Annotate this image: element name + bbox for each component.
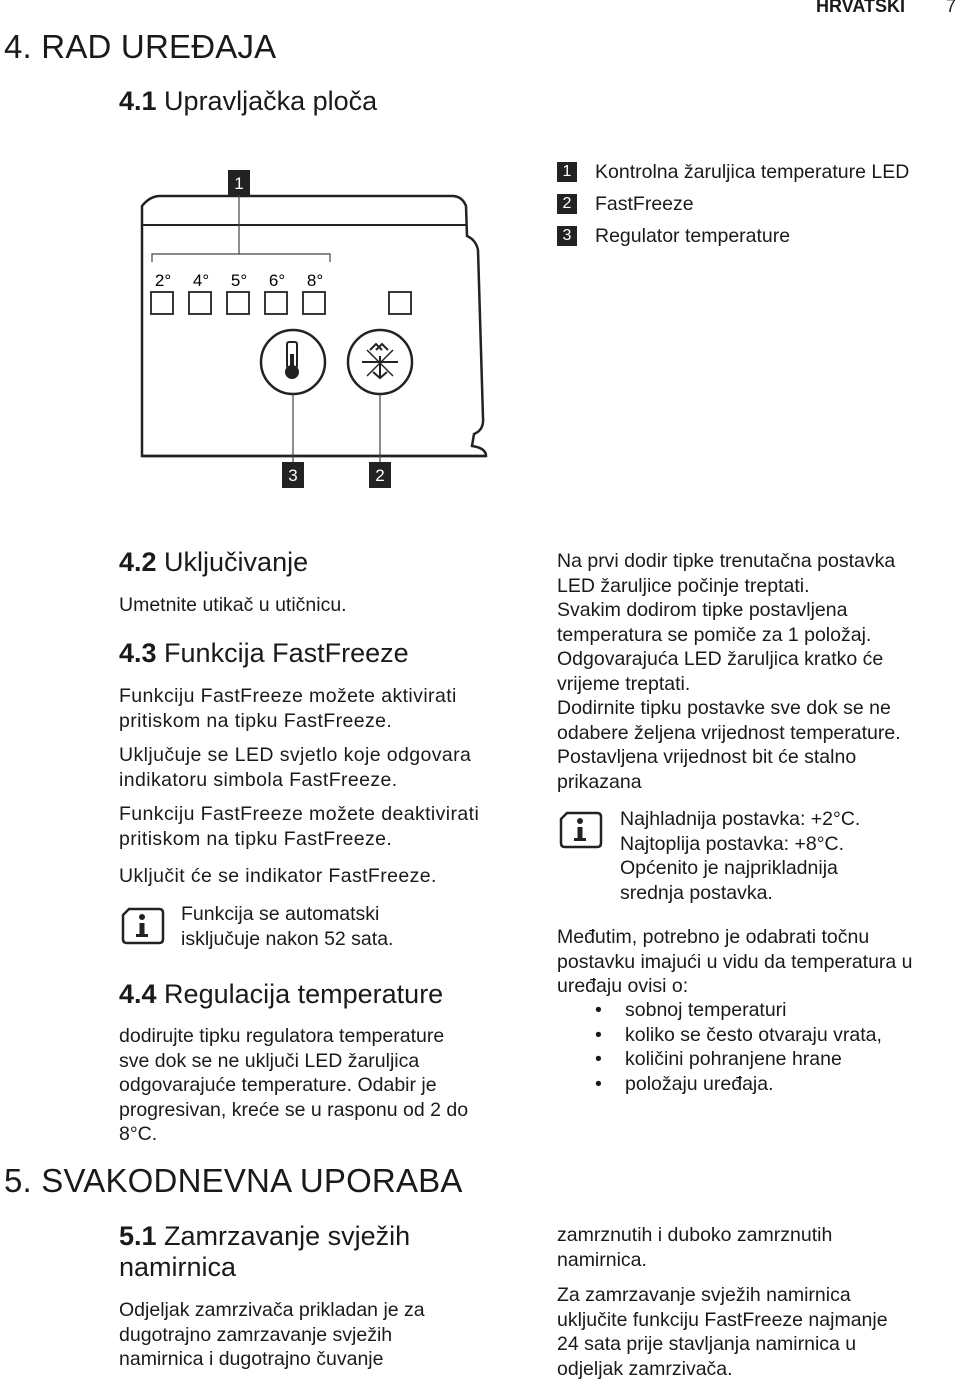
text-line: namirnica i dugotrajno čuvanje (119, 1348, 384, 1370)
heading-5-1-title: Zamrzavanje svježih (156, 1221, 411, 1251)
temp-label-4: 4° (192, 271, 210, 290)
plug-in-text: Umetnite utikač u utičnicu. (119, 594, 347, 616)
text-line: postavku imajući u vidu da temperatura u (557, 950, 913, 973)
text-line: 24 sata prije stavljanja namirnica u (557, 1333, 857, 1355)
led-5 (227, 292, 249, 314)
info-icon (121, 906, 165, 946)
text-line: 8°C. (119, 1123, 158, 1145)
text-line: Međutim, potrebno je odabrati točnu (557, 926, 870, 948)
control-panel-figure (140, 160, 500, 505)
list-item: • sobnoj temperaturi (557, 998, 882, 1023)
text-line: Svakim dodirom tipke postavljena (557, 599, 848, 621)
text-line: pritiskom na tipku FastFreeze. (119, 709, 393, 732)
heading-5-1 (119, 1221, 410, 1283)
fastfreeze-paragraph-2 (119, 743, 471, 792)
callout-1-bracket (152, 254, 330, 262)
thermometer-icon (285, 342, 299, 379)
led-4 (189, 292, 211, 314)
fastfreeze-advice-paragraph (557, 1283, 888, 1381)
text-line: Na prvi dodir tipke trenutačna postavka (557, 550, 896, 572)
text-line: Funkciju FastFreeze možete aktivirati (119, 685, 457, 707)
text-line: uključite funkciju FastFreeze najmanje (557, 1308, 888, 1331)
fastfreeze-paragraph-4: Uključit će se indikator FastFreeze. (119, 865, 437, 887)
text-line: vrijeme treptati. (557, 672, 691, 695)
legend-number-2: 2 (557, 194, 577, 214)
heading-5-1-number: 5.1 (119, 1221, 157, 1251)
list-item: • količini pohranjene hrane (557, 1047, 882, 1072)
text-line: srednja postavka. (620, 881, 773, 904)
text-line: Odjeljak zamrzivača prikladan je za (119, 1299, 425, 1321)
freezing-continued-paragraph (557, 1223, 832, 1272)
section-5-title: 5. SVAKODNEVNA UPORABA (4, 1162, 463, 1199)
text-line: Najhladnija postavka: +2°C. (620, 808, 861, 830)
heading-4-2 (119, 547, 308, 578)
temperature-regulation-paragraph (119, 1024, 468, 1147)
heading-4-4 (119, 979, 443, 1010)
list-item: • koliko se često otvaraju vrata, (557, 1023, 882, 1048)
text-line: Za zamrzavanje svježih namirnica (557, 1284, 851, 1306)
figure-legend (557, 158, 909, 250)
heading-4-2-number: 4.2 (119, 547, 157, 577)
heading-4-4-title: Regulacija temperature (156, 979, 444, 1009)
text-line: prikazana (557, 770, 642, 793)
legend-number-3: 3 (557, 226, 577, 246)
heading-5-1-line-2: namirnica (119, 1252, 237, 1282)
temp-label-5: 5° (230, 271, 248, 290)
header-language: HRVATSKI (816, 0, 906, 16)
text-line: progresivan, kreće se u rasponu od 2 do (119, 1098, 469, 1121)
callout-2-label: 2 (375, 466, 385, 485)
led-2 (151, 292, 173, 314)
temp-label-8: 8° (306, 271, 324, 290)
text-line: dugotrajno zamrzavanje svježih (119, 1323, 393, 1346)
text-line: indikatoru simbola FastFreeze. (119, 768, 398, 791)
temperature-settings-note (620, 807, 860, 905)
text-line: Uključuje se LED svjetlo koje odgovara (119, 744, 472, 766)
text-line: Općenito je najprikladnija (620, 857, 838, 879)
list-item: • položaju uređaja. (557, 1072, 882, 1097)
heading-4-2-title: Uključivanje (156, 547, 309, 577)
text-line: uređaju ovisi o: (557, 975, 689, 997)
legend-number-1: 1 (557, 162, 577, 182)
temperature-button[interactable] (261, 330, 325, 394)
heading-4-3 (119, 638, 409, 669)
heading-4-1 (119, 86, 377, 117)
legend-item-2 (557, 190, 909, 218)
heading-4-3-number: 4.3 (119, 638, 157, 668)
text-line: Najtoplija postavka: +8°C. (620, 832, 845, 855)
info-icon (559, 810, 603, 850)
text-line: odjeljak zamrzivača. (557, 1357, 733, 1380)
legend-text-1: Kontrolna žaruljica temperature LED (595, 160, 910, 183)
temp-label-6: 6° (268, 271, 286, 290)
text-line: Funkciju FastFreeze možete deaktivirati (119, 803, 480, 825)
legend-item-3 (557, 222, 909, 250)
text-line: temperatura se pomiče za 1 položaj. (557, 623, 872, 646)
fastfreeze-paragraph-3 (119, 802, 479, 851)
text-line: LED žaruljice počinje treptati. (557, 574, 810, 597)
led-8 (303, 292, 325, 314)
heading-5-1-line-1 (119, 1221, 410, 1252)
callout-3-label: 3 (288, 466, 298, 485)
legend-text-2: FastFreeze (595, 192, 694, 215)
text-line: pritiskom na tipku FastFreeze. (119, 827, 393, 850)
page-number: 7 (946, 0, 957, 16)
freezing-paragraph (119, 1298, 425, 1372)
temp-label-2: 2° (154, 271, 172, 290)
legend-item-1 (557, 158, 909, 186)
text-line: odabere željena vrijednost temperature. (557, 721, 901, 744)
fastfreeze-button[interactable] (348, 330, 412, 394)
legend-text-3: Regulator temperature (595, 224, 791, 247)
temperature-factors-paragraph (557, 925, 913, 999)
text-line: Postavljena vrijednost bit će stalno (557, 746, 857, 768)
text-line: isključuje nakon 52 sata. (181, 927, 394, 950)
heading-4-4-number: 4.4 (119, 979, 157, 1009)
text-line: namirnica. (557, 1248, 647, 1271)
text-line: dodirujte tipku regulatora temperature (119, 1025, 445, 1047)
led-fastfreeze (389, 292, 411, 314)
panel-outline (142, 196, 486, 456)
text-line: zamrznutih i duboko zamrznutih (557, 1224, 833, 1246)
temperature-factors-list (557, 998, 882, 1096)
text-line: odgovarajuće temperature. Odabir je (119, 1074, 437, 1096)
heading-4-3-title: Funkcija FastFreeze (156, 638, 409, 668)
text-line: Dodirnite tipku postavke sve dok se ne (557, 697, 891, 719)
section-4-title: 4. RAD UREĐAJA (4, 28, 277, 65)
callout-1-label: 1 (234, 174, 244, 193)
setting-instructions-paragraph (557, 549, 901, 794)
text-line: Odgovarajuća LED žaruljica kratko će (557, 648, 884, 670)
heading-4-1-title: Upravljačka ploča (156, 86, 378, 116)
text-line: Funkcija se automatski (181, 903, 380, 925)
text-line: sve dok se ne uključi LED žaruljica (119, 1049, 420, 1072)
heading-4-1-number: 4.1 (119, 86, 157, 116)
led-6 (265, 292, 287, 314)
auto-off-note (181, 902, 393, 951)
fastfreeze-paragraph-1 (119, 684, 457, 733)
